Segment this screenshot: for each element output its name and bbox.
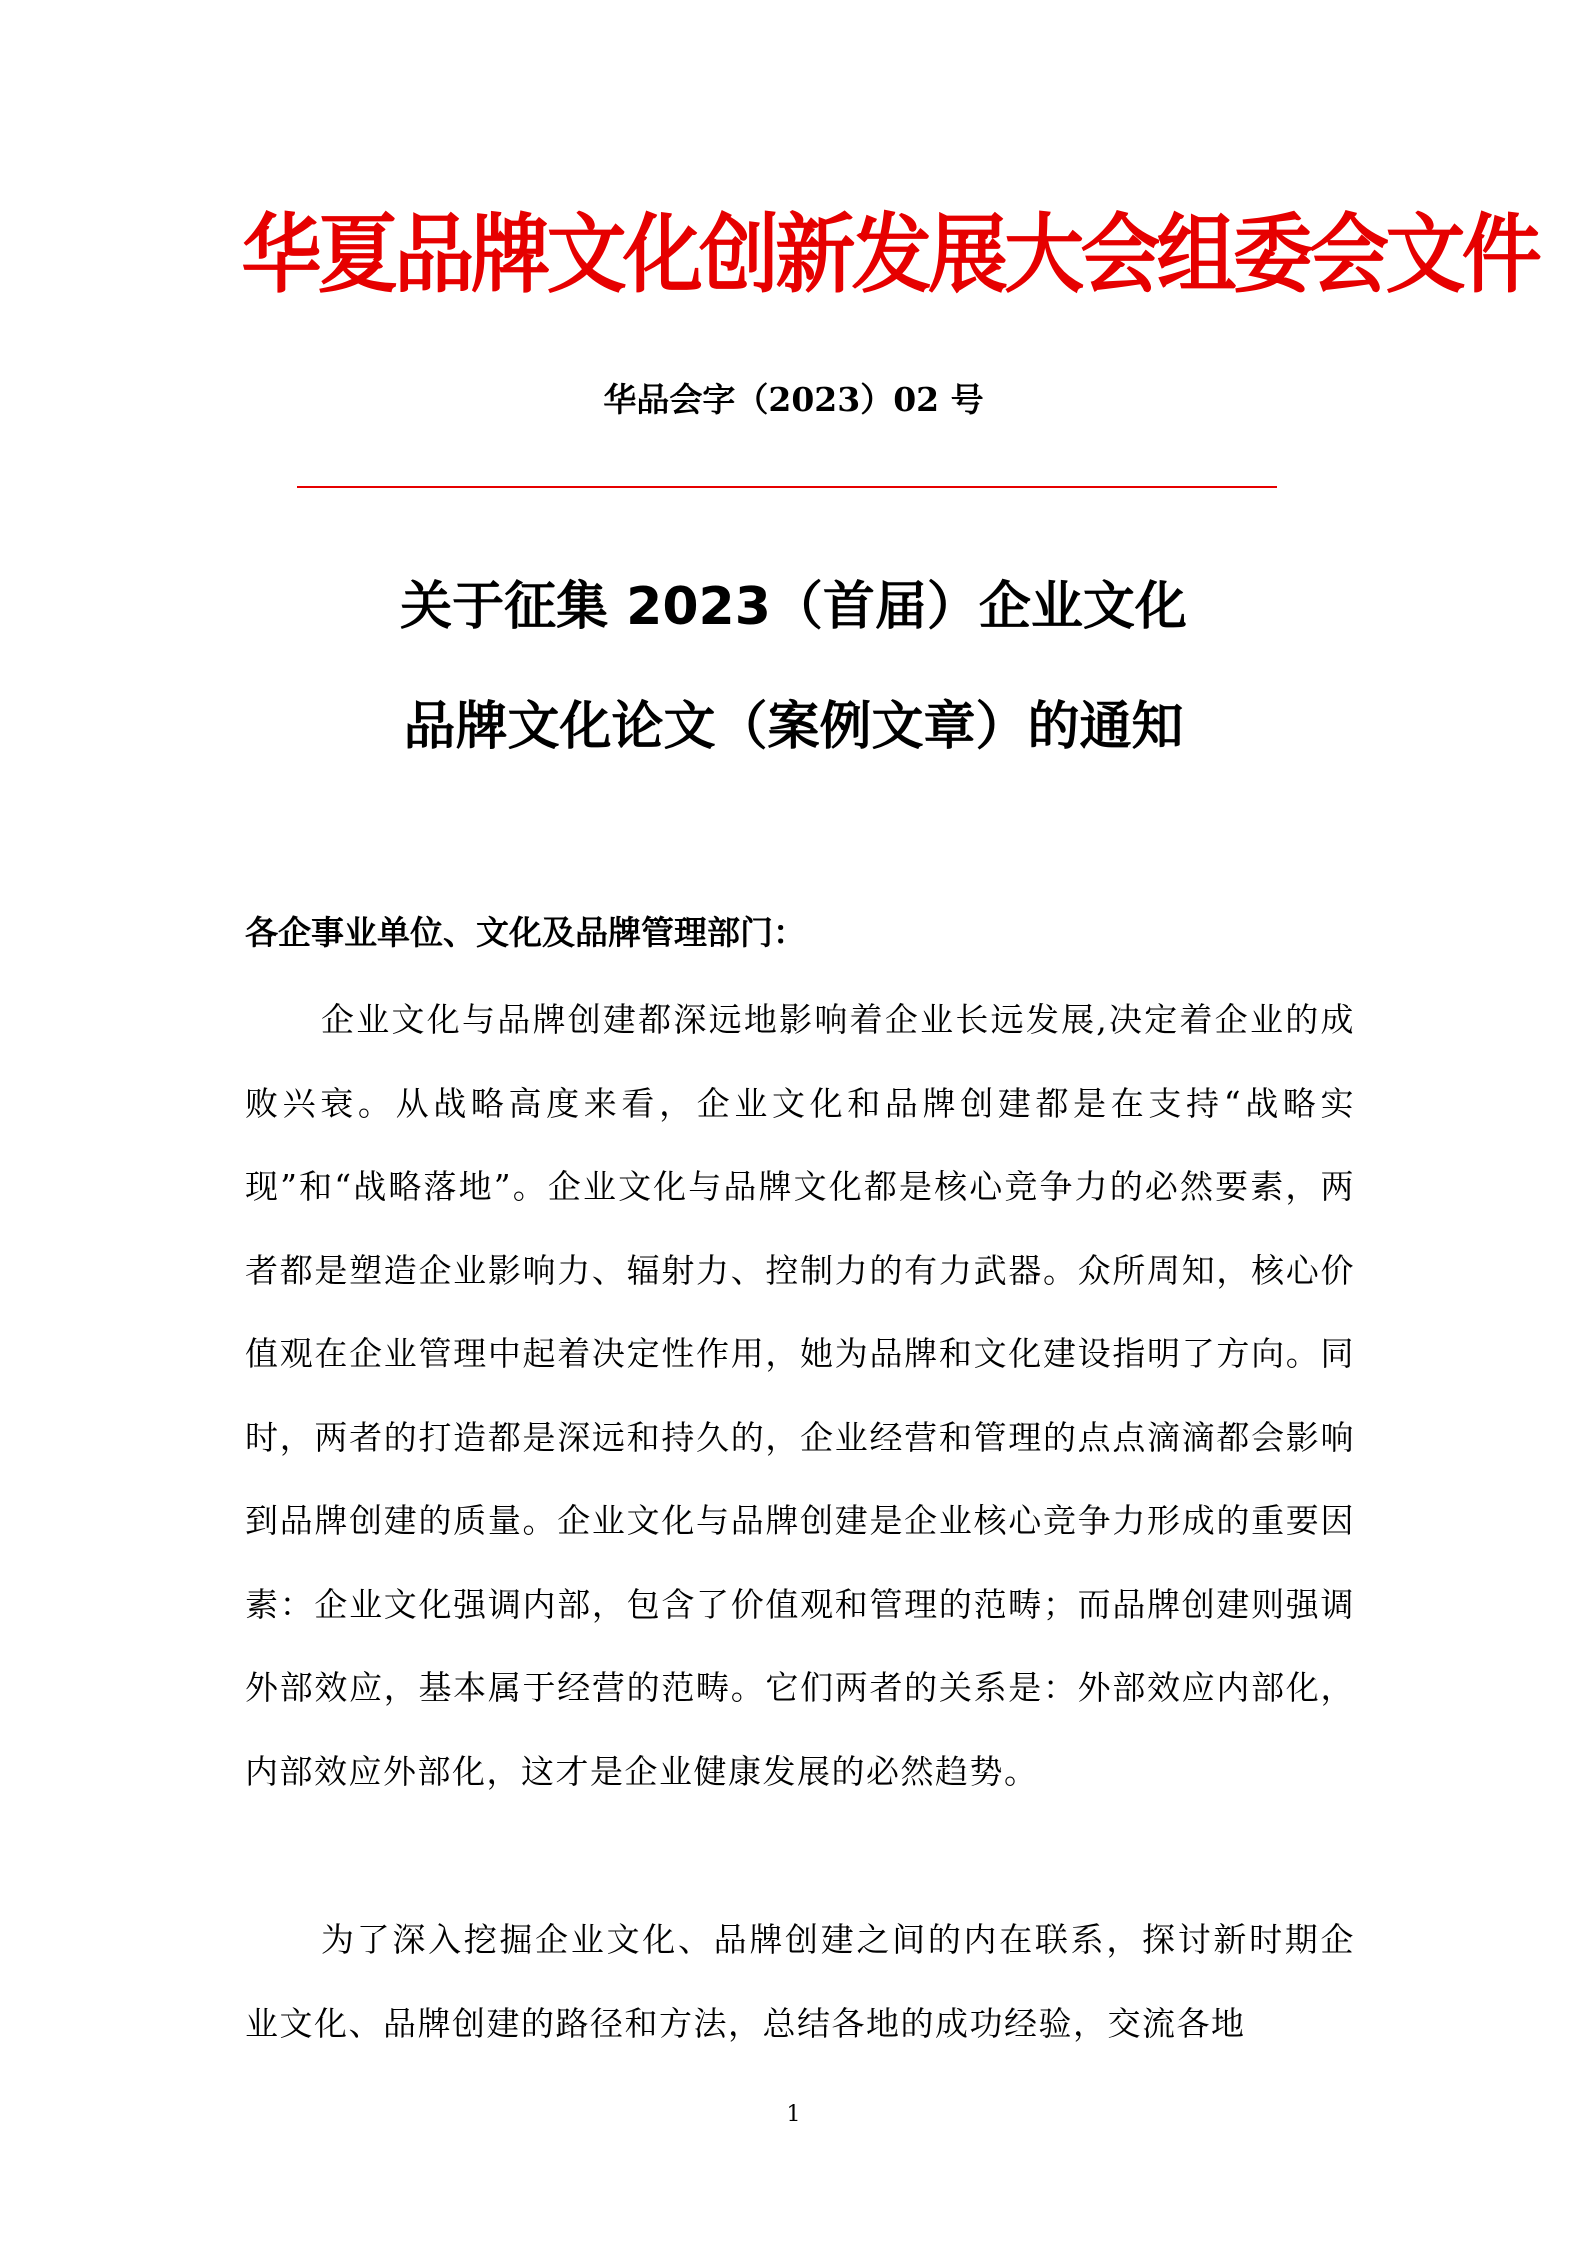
body-paragraph-2: 为了深入挖掘企业文化、品牌创建之间的内在联系，探讨新时期企业文化、品牌创建的路径和方法，总结各地的成功经验，交流各地	[245, 1920, 1355, 2043]
red-divider-rule	[297, 486, 1277, 488]
document-number: 华品会字（2023）02 号	[603, 380, 984, 419]
salutation: 各企事业单位、文化及品牌管理部门：	[245, 913, 806, 952]
notice-title-line-2: 品牌文化论文（案例文章）的通知	[403, 697, 1184, 757]
body-paragraph-1: 企业文化与品牌创建都深远地影响着企业长远发展,决定着企业的成败兴衰。从战略高度来看，企业文化和品牌创建都是在支持“战略实现”和“战略落地”。企业文化与品牌文化都是核心竞争力的必然要素，两者都是塑造企业影响力、辐射力、控制力的有力武器。众所周知，核心价值观在企业管理中起着决定性作用，她为品牌和文化建设指明了方向。同时，两者的打造都是深远和持久的，企业经营和管理的点点滴滴都会影响到品牌创建的质量。企业文化与品牌创建是企业核心竞争力形成的重要因素：企业文化强调内部，包含了价值观和管理的范畴；而品牌创建则强调外部效应，基本属于经营的范畴。它们两者的关系是：外部效应内部化，内部效应外部化，这才是企业健康发展的必然趋势。	[245, 1000, 1355, 1791]
notice-title-line-1: 关于征集 2023（首届）企业文化	[400, 577, 1187, 637]
page-number: 1	[786, 2102, 801, 2127]
issuing-organization-header: 华夏品牌文化创新发展大会组委会文件	[241, 205, 1538, 305]
